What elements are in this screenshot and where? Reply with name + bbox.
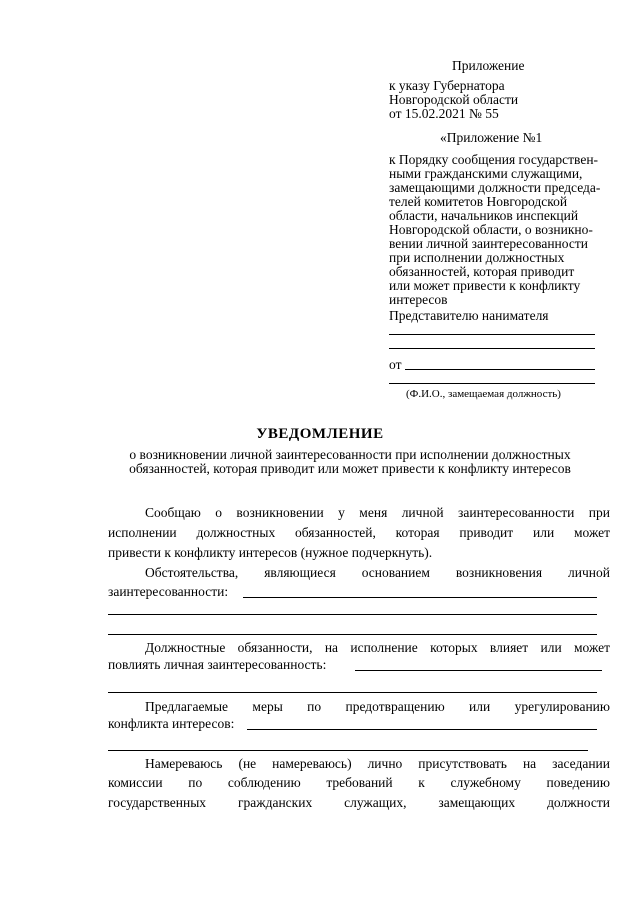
p4-blank-line-2[interactable] — [108, 750, 588, 751]
p4-line-1: Предлагаемые меры по предотвращению или урегулированию — [145, 699, 610, 714]
p2-blank-line-3[interactable] — [108, 634, 597, 635]
p5-line-1: Намереваюсь (не намереваюсь) лично присутствовать на заседании — [145, 756, 610, 771]
p2-line-1: Обстоятельства, являющиеся основанием возникновения личной — [145, 565, 610, 580]
procedure-line-11: интересов — [389, 292, 448, 307]
addressee-blank-line-1[interactable] — [389, 334, 595, 335]
addressee-blank-line-2[interactable] — [389, 348, 595, 349]
p1-line-3: привести к конфликту интересов (нужное подчеркнуть). — [108, 545, 433, 560]
procedure-line-7: вении личной заинтересованности — [389, 236, 588, 251]
procedure-line-10: или может привести к конфликту — [389, 278, 581, 293]
decree-line-2: Новгородской области — [389, 92, 519, 107]
p4-label: конфликта интересов: — [108, 716, 235, 731]
from-label: от — [389, 357, 402, 372]
procedure-line-4: телей комитетов Новгородской — [389, 194, 568, 209]
p4-blank-line-1[interactable] — [247, 729, 597, 730]
p1-line-2: исполнении должностных обязанностей, которая приводит или может — [108, 525, 610, 540]
document-title: УВЕДОМЛЕНИЕ — [256, 426, 384, 442]
p3-label: повлиять личная заинтересованность: — [108, 657, 327, 672]
procedure-line-1: к Порядку сообщения государствен- — [389, 152, 599, 167]
p5-line-3: государственных гражданских служащих, замещающих должности — [108, 795, 610, 810]
p1-line-1: Сообщаю о возникновении у меня личной заинтересованности при — [145, 505, 610, 520]
fio-caption: (Ф.И.О., замещаемая должность) — [406, 388, 561, 400]
from-blank-line[interactable] — [405, 369, 595, 370]
appendix-label: Приложение — [452, 58, 525, 73]
p3-line-1: Должностные обязанности, на исполнение которых влияет или может — [145, 640, 610, 655]
decree-line-3: от 15.02.2021 № 55 — [389, 106, 499, 121]
p5-line-2: комиссии по соблюдению требований к служебному поведению — [108, 775, 610, 790]
procedure-line-3: замещающими должности председа- — [389, 180, 601, 195]
decree-line-1: к указу Губернатора — [389, 78, 505, 93]
subtitle-line-2: обязанностей, которая приводит или может привести к конфликту интересов — [129, 461, 571, 476]
subtitle-line-1: о возникновении личной заинтересованности при исполнении должностных — [129, 447, 571, 462]
p2-label: заинтересованности: — [108, 584, 229, 599]
procedure-line-9: обязанностей, которая приводит — [389, 264, 575, 279]
procedure-line-5: области, начальников инспекций — [389, 208, 579, 223]
p2-blank-line-2[interactable] — [108, 614, 597, 615]
addressee-label: Представителю нанимателя — [389, 308, 549, 323]
p3-blank-line-2[interactable] — [108, 692, 597, 693]
p2-blank-line-1[interactable] — [243, 597, 597, 598]
appendix-number: «Приложение №1 — [440, 130, 543, 145]
procedure-line-8: при исполнении должностных — [389, 250, 565, 265]
procedure-line-2: ными гражданскими служащими, — [389, 166, 583, 181]
procedure-line-6: Новгородской области, о возникно- — [389, 222, 593, 237]
addressee-blank-line-3[interactable] — [389, 383, 595, 384]
p3-blank-line-1[interactable] — [355, 670, 602, 671]
